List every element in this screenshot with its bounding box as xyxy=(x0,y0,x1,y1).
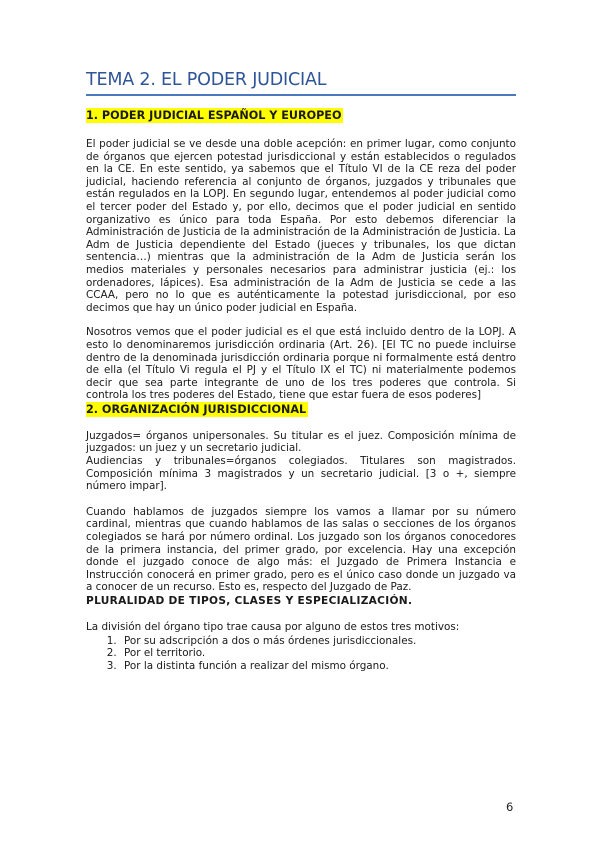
title-underline xyxy=(86,94,516,96)
paragraph: Audiencias y tribunales=órganos colegiados. Titulares son magistrados. Composición mínima 3 magistrados y un secretario judicial. [3 o +, siempre número impar]. xyxy=(86,455,516,493)
paragraph: Nosotros vemos que el poder judicial es el que está incluido dentro de la LOPJ. A esto lo denominaremos jurisdicción ordinaria (Art. 26). [El TC no puede incluirse dentro de la denominada jurisdicción ordinaria porque ni formalmente está dentro de ella (el Título Vi regula el PJ y el Título IX el TC) ni materialmente podemos decir que sea parte integrante de uno de los tres poderes que controla. Si controla los tres poderes del Estado, tiene que estar fuera de esos poderes] xyxy=(86,326,516,402)
section-heading-1 xyxy=(86,108,516,124)
page-title: TEMA 2. EL PODER JUDICIAL xyxy=(86,70,327,90)
paragraph: Juzgados= órganos unipersonales. Su titular es el juez. Composición mínima de juzgados: un juez y un secretario judicial. xyxy=(86,429,516,455)
subsection-heading: PLURALIDAD DE TIPOS, CLASES Y ESPECIALIZACIÓN. xyxy=(86,595,413,607)
list-intro: La división del órgano tipo trae causa por alguno de estos tres motivos: xyxy=(86,621,460,633)
reasons-list xyxy=(86,635,516,673)
list-item: 3. Por la distinta función a realizar del mismo órgano. xyxy=(120,660,516,673)
paragraph: Cuando hablamos de juzgados siempre los vamos a llamar por su número cardinal, mientras que cuando hablamos de las salas o secciones de los órganos colegiados se hará por número ordinal. Los juzgado son los órganos conocedores de la primera instancia, del primer grado, por excelencia. Hay una excepción donde el juzgado conoce de algo más: el Juzgado de Primera Instancia e Instrucción conocerá en primer grado, pero es el único caso donde un juzgado va a conocer de un recurso. Esto es, respecto del Juzgado de Paz. xyxy=(86,505,516,594)
document-body xyxy=(86,108,516,672)
section-heading-1-text: 1. PODER JUDICIAL ESPAÑOL Y EUROPEO xyxy=(86,109,342,122)
list-item: 2. Por el territorio. xyxy=(120,647,516,660)
section-heading-2 xyxy=(86,402,516,418)
paragraph: El poder judicial se ve desde una doble acepción: en primer lugar, como conjunto de órganos que ejercen potestad jurisdiccional y están establecidos o regulados en la CE. En este sentido, ya sabemos que el Título VI de la CE reza del poder judicial, haciendo referencia al conjunto de órganos, juzgados y tribunales que están regulados en la LOPJ. En segundo lugar, entendemos al poder judicial como el tercer poder del Estado y, por ello, decimos que el poder judicial en sentido organizativo es único para toda España. Por esto debemos diferenciar la Administración de Justicia de la administración de la Administración de Justicia. La Adm de Justicia dependiente del Estado (jueces y tribunales, los que dictan sentencia…) mientras que la administración de la Adm de Justicia serán los medios materiales y personales necesarios para administrar justicia (ej.: los ordenadores, lápices). Esa administración de la Adm de Justicia se cede a las CCAA, pero no lo que es auténticamente la potestad jurisdiccional, por eso decimos que hay un único poder judicial en España. xyxy=(86,138,516,314)
list-item: 1. Por su adscripción a dos o más órdenes jurisdiccionales. xyxy=(120,635,516,648)
page-number: 6 xyxy=(506,800,514,814)
section-heading-2-text: 2. ORGANIZACIÓN JURISDICCIONAL xyxy=(86,402,307,416)
